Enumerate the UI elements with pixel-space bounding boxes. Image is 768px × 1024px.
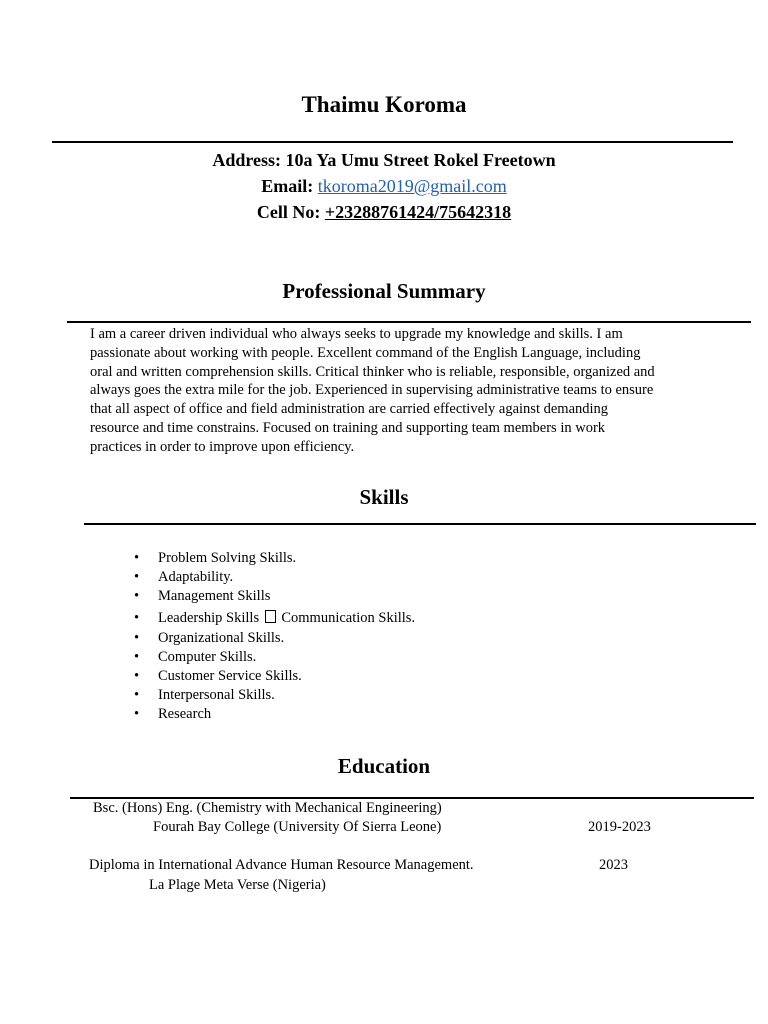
bullet-icon: •: [134, 668, 140, 684]
email-link[interactable]: tkoroma2019@gmail.com: [317, 176, 507, 196]
skill-item: [134, 687, 275, 704]
bullet-icon: •: [134, 649, 140, 665]
bullet-icon: •: [134, 569, 140, 585]
bullet-icon: •: [134, 630, 140, 646]
bullet-icon: •: [134, 550, 140, 566]
skill-item: [134, 588, 270, 605]
skill-item: [134, 610, 415, 627]
header-divider: [52, 141, 733, 143]
skill-label: Management Skills: [158, 588, 271, 604]
skill-item: [134, 706, 211, 723]
education-divider: [70, 797, 754, 799]
skill-label-inline: Communication Skills.: [281, 610, 416, 626]
bullet-icon: •: [134, 687, 140, 703]
skill-label: Organizational Skills.: [158, 630, 285, 646]
summary-line: passionate about working with people. Excellent command of the English Language, including: [90, 344, 641, 361]
summary-line: practices in order to improve upon efficiency.: [90, 438, 355, 455]
email-label: Email:: [261, 176, 318, 196]
education-degree: Bsc. (Hons) Eng. (Chemistry with Mechanical Engineering): [93, 800, 442, 816]
summary-heading: Professional Summary: [282, 279, 486, 303]
education-institution: La Plage Meta Verse (Nigeria): [149, 877, 326, 893]
skill-item: [134, 550, 296, 567]
missing-glyph-box-icon: [265, 610, 276, 623]
summary-line: I am a career driven individual who always seeks to upgrade my knowledge and skills. I am: [90, 326, 623, 342]
summary-line: resource and time constrains. Focused on training and supporting team members in work: [90, 419, 606, 436]
skill-item: [134, 569, 233, 586]
skills-heading: Skills: [359, 485, 409, 509]
summary-line: that all aspect of office and field administration are carried effectively against demanding: [90, 401, 609, 418]
cell-line: [0, 199, 768, 225]
cell-number: +23288761424/75642318: [324, 202, 512, 222]
skill-label: Computer Skills.: [158, 649, 257, 665]
bullet-icon: •: [134, 706, 140, 722]
skill-label: Leadership Skills: [158, 610, 260, 626]
candidate-name: Thaimu Koroma: [301, 92, 467, 117]
skills-divider: [84, 523, 756, 525]
skill-label: Customer Service Skills.: [158, 668, 302, 684]
summary-line: oral and written comprehension skills. Critical thinker who is reliable, responsible, organized and: [90, 363, 655, 380]
summary-divider: [67, 321, 751, 323]
education-degree: Diploma in International Advance Human Resource Management.: [89, 857, 474, 873]
bullet-icon: •: [134, 610, 140, 626]
bullet-icon: •: [134, 588, 140, 604]
education-years: 2019-2023: [588, 819, 651, 835]
summary-line: always goes the extra mile for the job. Experienced in supervising administrative teams to ensure: [90, 382, 654, 399]
skill-label: Problem Solving Skills.: [158, 550, 297, 566]
cell-label: Cell No:: [256, 202, 325, 222]
address-line: Address: 10a Ya Umu Street Rokel Freetown: [212, 150, 556, 170]
skill-item: [134, 649, 256, 666]
email-line: [0, 173, 768, 199]
education-heading: Education: [337, 754, 431, 778]
summary-text: [90, 325, 690, 457]
education-years: 2023: [599, 857, 628, 873]
skill-item: [134, 668, 302, 685]
skill-label: Adaptability.: [158, 569, 234, 585]
education-institution: Fourah Bay College (University Of Sierra Leone): [153, 819, 442, 835]
skill-label: Interpersonal Skills.: [158, 687, 275, 703]
contact-block: [0, 147, 768, 225]
skill-item: [134, 630, 284, 647]
skill-label: Research: [158, 706, 212, 722]
